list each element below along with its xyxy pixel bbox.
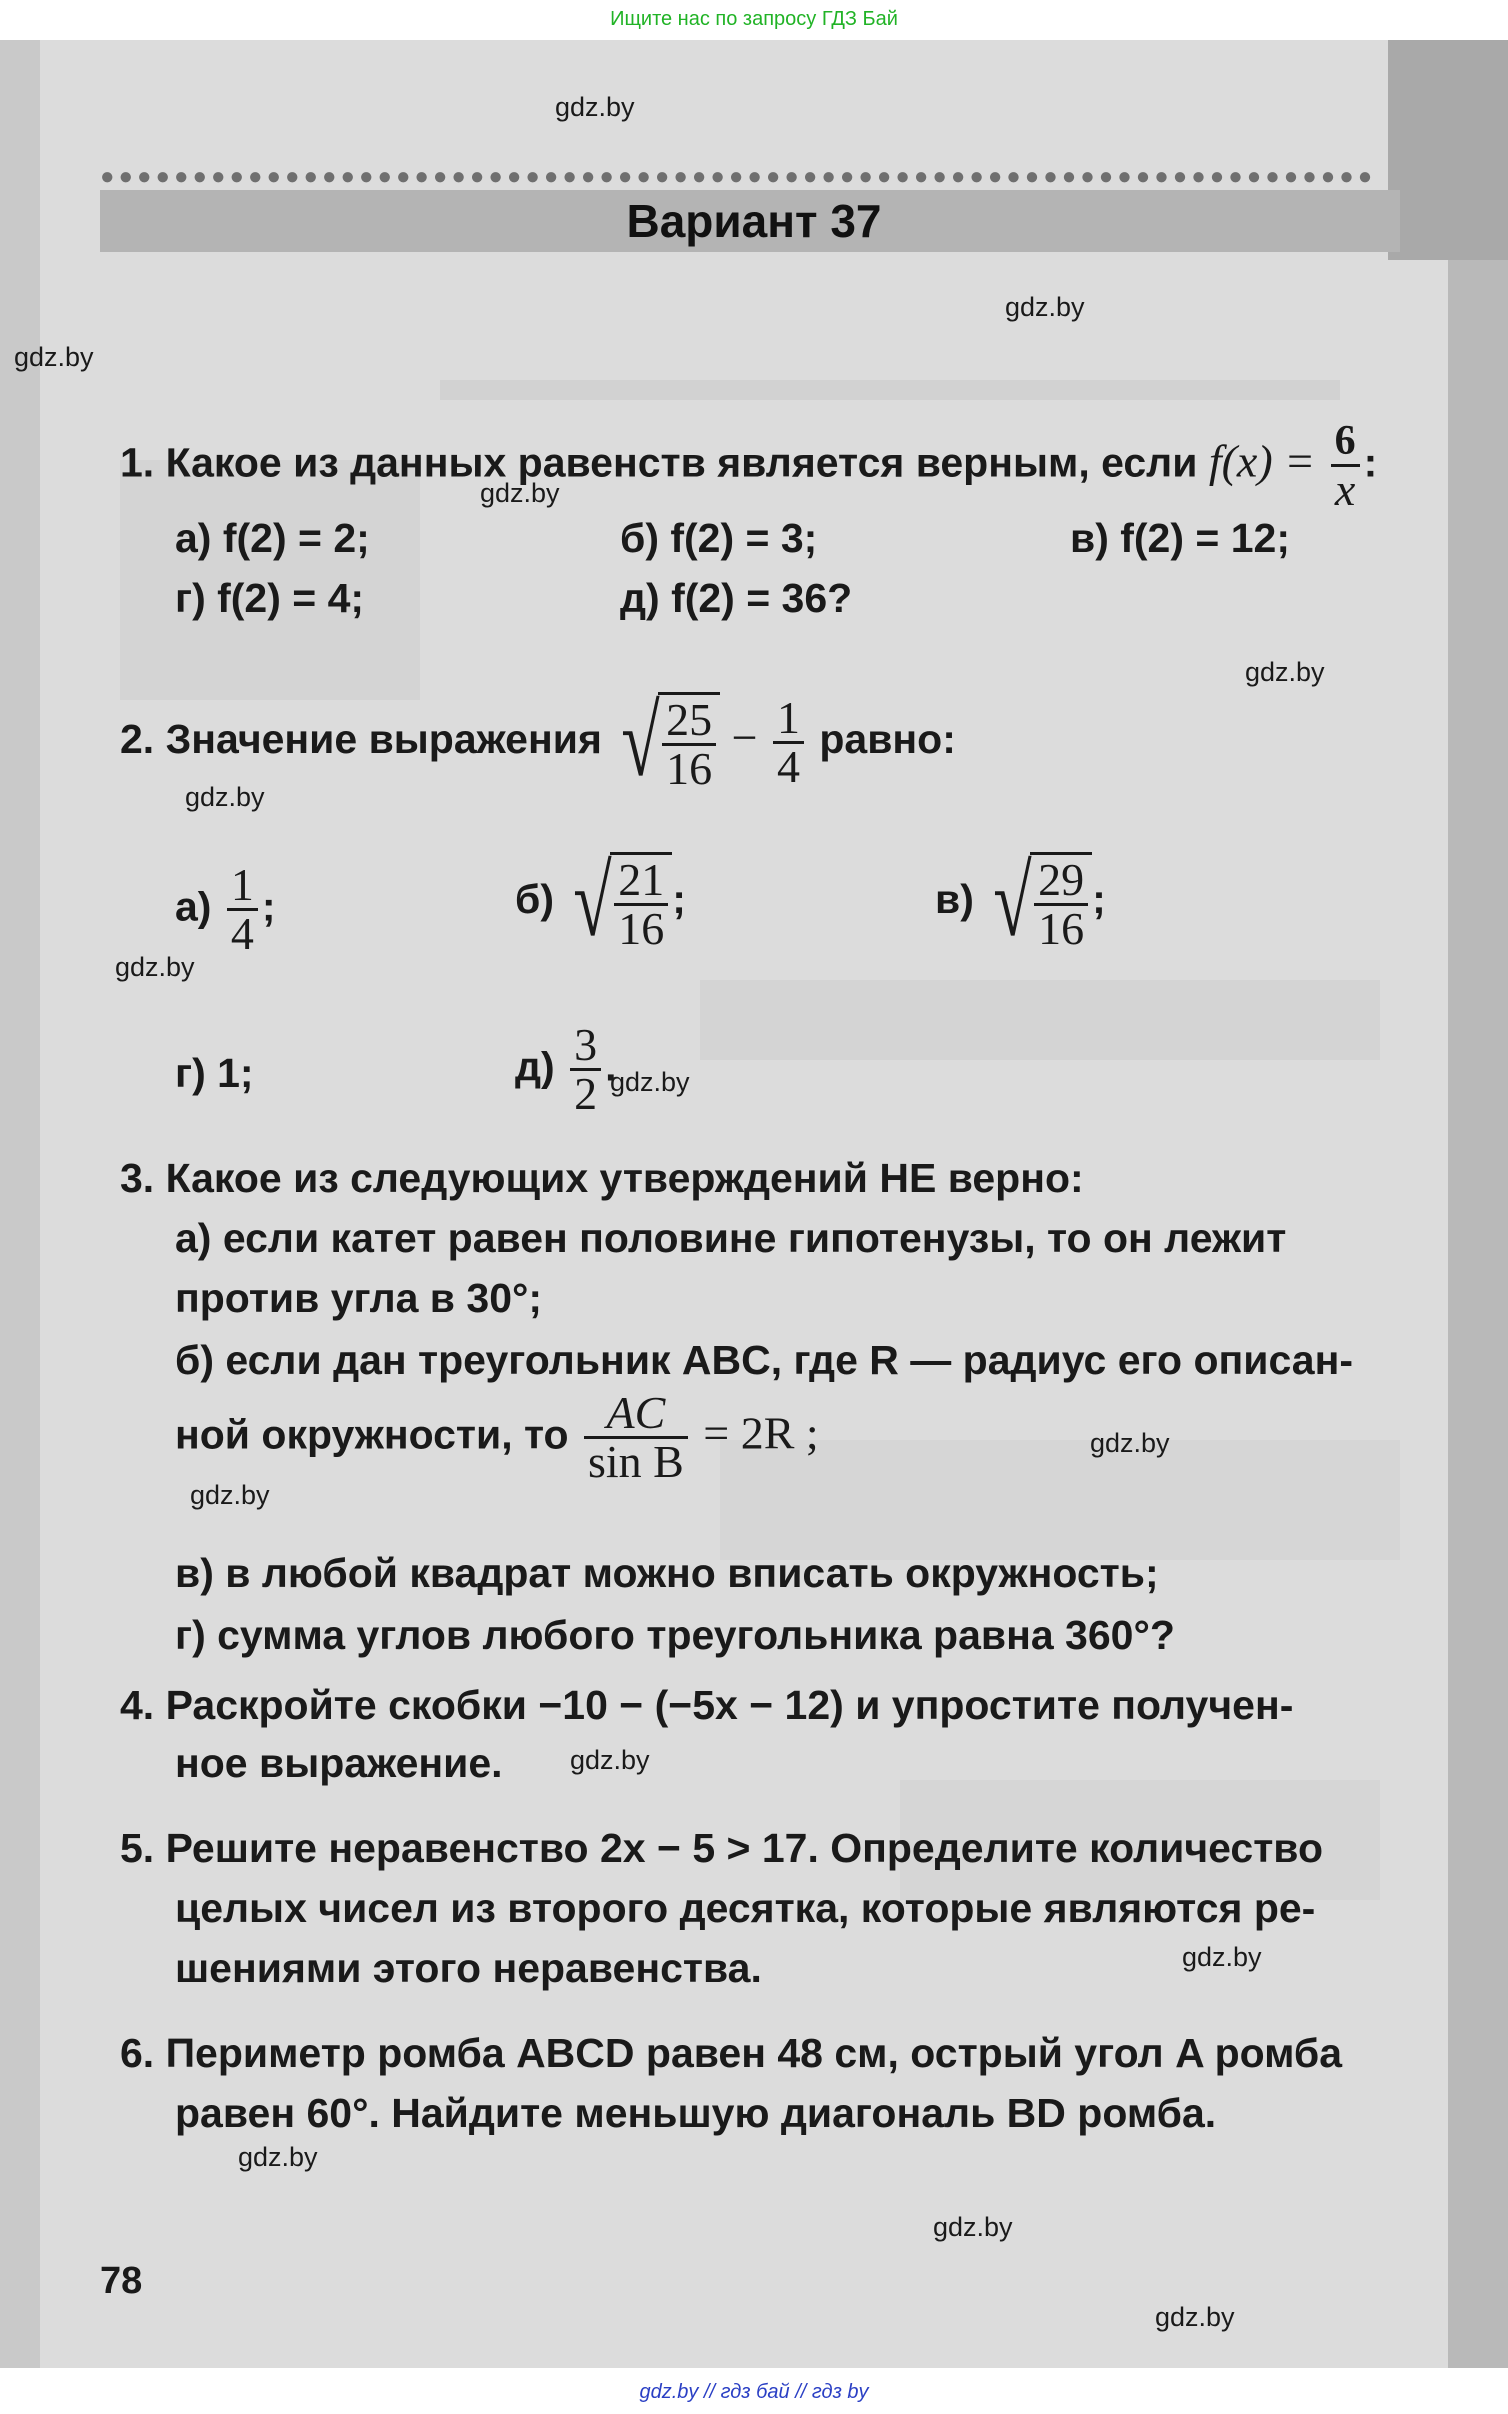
watermark: gdz.by <box>115 952 195 982</box>
question-5-line1: 5. Решите неравенство 2x − 5 > 17. Определите количество <box>120 1825 1323 1871</box>
question-1-text: 1. Какое из данных равенств является верным, если <box>120 439 1198 486</box>
top-banner[interactable] <box>0 0 1508 38</box>
answer-2v-sqrt <box>985 846 1092 957</box>
answer-2v-tail: ; <box>1092 875 1106 922</box>
answer-1a[interactable]: а) f(2) = 2; <box>175 515 370 561</box>
sqrt-sign: √ <box>993 846 1032 957</box>
question-1-frac-den: x <box>1331 464 1360 513</box>
question-2-text: 2. Значение выражения <box>120 715 602 762</box>
page-shadow-left <box>0 40 40 2368</box>
watermark: gdz.by <box>1245 657 1325 687</box>
watermark: gdz.by <box>185 782 265 812</box>
watermark: gdz.by <box>1005 292 1085 322</box>
answer-3b-frac <box>584 1387 688 1487</box>
answer-2a-label: а) <box>175 883 212 930</box>
a3b-den: sin B <box>584 1436 688 1485</box>
question-1-frac-num: 6 <box>1334 418 1356 464</box>
answer-2b-sqrt <box>565 846 672 957</box>
q2-frac-den: 4 <box>773 741 804 790</box>
question-2-sqrt-frac <box>662 694 716 794</box>
question-2-minus: − <box>731 711 758 763</box>
answer-2v-label: в) <box>935 875 974 922</box>
watermark: gdz.by <box>1090 1428 1170 1458</box>
question-1-colon: : <box>1363 439 1378 486</box>
a2v-den: 16 <box>1034 903 1088 952</box>
answer-2b-tail: ; <box>672 875 686 922</box>
dotted-rule: ●●●●●●●●●●●●●●●●●●●●●●●●●●●●●●●●●●●●●●●●●●●●●●●●●●●●●●●●●●●●●●●●●●●●● <box>100 170 1377 184</box>
answer-2a[interactable] <box>175 859 276 959</box>
question-1-fx: f(x) = <box>1208 435 1316 487</box>
answer-3b-line2[interactable] <box>175 1387 819 1487</box>
answer-3b-line1[interactable]: б) если дан треугольник ABC, где R — радиус его описан- <box>175 1337 1354 1383</box>
bleed-through-band-1 <box>440 380 1340 400</box>
q2-sqrt-den: 16 <box>662 743 716 792</box>
sqrt-sign: √ <box>621 686 660 797</box>
answer-2a-frac <box>227 859 258 959</box>
question-2-tail: равно: <box>819 715 956 762</box>
question-1 <box>120 418 1377 513</box>
question-5-line3: шениями этого неравенства. <box>175 1945 762 1991</box>
top-banner-text[interactable]: Ищите нас по запросу ГДЗ Бай <box>610 8 898 30</box>
a2b-num: 21 <box>618 854 665 905</box>
a2a-num: 1 <box>230 859 254 910</box>
answer-3a-line1[interactable]: а) если катет равен половине гипотенузы, то он лежит <box>175 1215 1287 1261</box>
answer-2d-tail: . <box>605 1043 617 1090</box>
answer-3v[interactable]: в) в любой квадрат можно вписать окружность; <box>175 1550 1159 1596</box>
page-title: Вариант 37 <box>626 195 882 247</box>
answer-3b-line2-text: ной окружности, то <box>175 1411 569 1458</box>
question-4-line1: 4. Раскройте скобки −10 − (−5x − 12) и упростите получен- <box>120 1682 1294 1728</box>
a2d-den: 2 <box>570 1068 601 1117</box>
page-shadow-right <box>1448 40 1508 2368</box>
a2b-den: 16 <box>614 903 668 952</box>
answer-1g[interactable]: г) f(2) = 4; <box>175 575 365 621</box>
answer-3b-tail: = 2R ; <box>703 1407 819 1459</box>
bleed-through-band-4 <box>720 1440 1400 1560</box>
answer-1v[interactable]: в) f(2) = 12; <box>1070 515 1290 561</box>
watermark: gdz.by <box>1182 1942 1262 1972</box>
question-3: 3. Какое из следующих утверждений НЕ верно: <box>120 1155 1084 1201</box>
a2a-den: 4 <box>227 908 258 957</box>
watermark: gdz.by <box>570 1745 650 1775</box>
answer-2d-frac <box>570 1019 601 1119</box>
bottom-banner-text[interactable]: gdz.by // гдз бай // гдз by <box>639 2381 869 2403</box>
watermark: gdz.by <box>555 92 635 122</box>
bottom-banner[interactable] <box>0 2370 1508 2414</box>
question-2-sqrt <box>613 686 720 797</box>
answer-2v-frac <box>1034 854 1088 954</box>
a2v-num: 29 <box>1038 854 1085 905</box>
answer-2g[interactable]: г) 1; <box>175 1050 254 1096</box>
watermark: gdz.by <box>14 342 94 372</box>
watermark: gdz.by <box>1155 2302 1235 2332</box>
question-6-line2: равен 60°. Найдите меньшую диагональ BD ромба. <box>175 2090 1217 2136</box>
answer-1b[interactable]: б) f(2) = 3; <box>620 515 818 561</box>
answer-2d[interactable] <box>515 1019 617 1119</box>
answer-2d-label: д) <box>515 1043 555 1090</box>
answer-2b-label: б) <box>515 875 554 922</box>
question-4-line2: ное выражение. <box>175 1740 503 1786</box>
a2d-num: 3 <box>574 1019 598 1070</box>
watermark: gdz.by <box>190 1480 270 1510</box>
book-page <box>0 40 1508 2368</box>
sqrt-sign: √ <box>573 846 613 957</box>
watermark: gdz.by <box>933 2212 1013 2242</box>
answer-2b[interactable] <box>515 846 686 957</box>
answer-2b-frac <box>614 854 668 954</box>
bleed-through-band-3 <box>700 980 1380 1060</box>
watermark: gdz.by <box>610 1067 690 1097</box>
question-5-line2: целых чисел из второго десятка, которые являются ре- <box>175 1885 1316 1931</box>
answer-3a-line2[interactable]: против угла в 30°; <box>175 1275 543 1321</box>
q2-frac-num: 1 <box>776 691 800 743</box>
q2-sqrt-num: 25 <box>666 694 713 745</box>
a3b-num: AC <box>606 1387 666 1438</box>
watermark: gdz.by <box>238 2142 318 2172</box>
answer-3g[interactable]: г) сумма углов любого треугольника равна 360°? <box>175 1612 1175 1658</box>
answer-2a-tail: ; <box>261 883 276 930</box>
question-6-line1: 6. Периметр ромба ABCD равен 48 см, острый угол A ромба <box>120 2030 1343 2076</box>
page-number: 78 <box>100 2260 143 2302</box>
question-2-frac <box>773 691 804 792</box>
watermark: gdz.by <box>480 478 560 508</box>
answer-2v[interactable] <box>935 846 1106 957</box>
answer-1d[interactable]: д) f(2) = 36? <box>620 575 853 621</box>
question-1-fraction <box>1331 418 1360 513</box>
